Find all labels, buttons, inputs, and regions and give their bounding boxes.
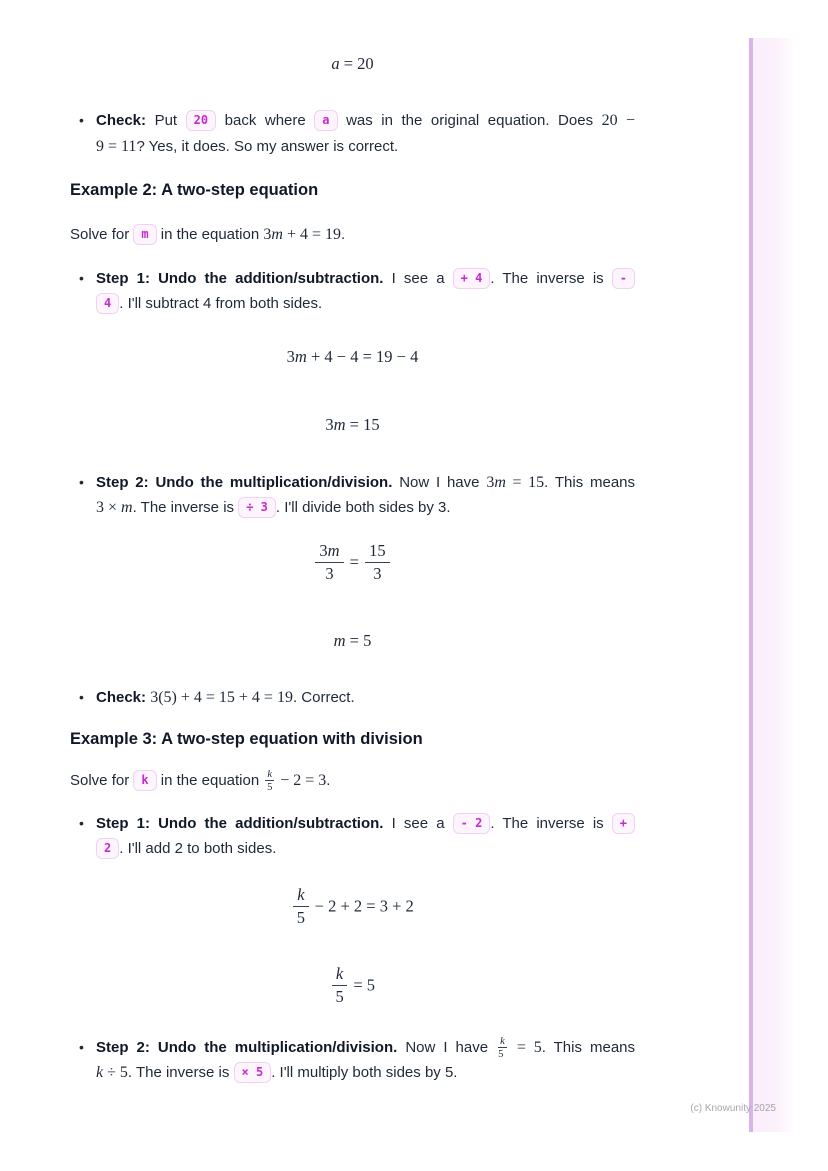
- text-segment: . This means: [541, 1038, 636, 1056]
- text-segment: . This means: [544, 473, 636, 491]
- text-segment: .: [340, 226, 346, 243]
- text-segment: .: [326, 772, 331, 789]
- inline-code-badge: - 2: [453, 813, 491, 834]
- fraction-numerator: k: [293, 885, 308, 907]
- inline-code-badge: a: [314, 110, 337, 131]
- page-accent-line: [749, 38, 753, 1132]
- math-text: 3: [486, 473, 495, 491]
- step-label: Step 2: Undo the multiplication/division.: [96, 1038, 398, 1056]
- bullet-line: [96, 811, 635, 837]
- inline-code-badge: +: [612, 813, 635, 834]
- page-accent-band: [753, 38, 792, 1132]
- text-segment: . The inverse is: [127, 1064, 230, 1081]
- inline-code-badge: m: [133, 224, 156, 245]
- bullet-line: [96, 134, 635, 160]
- fraction-inline: [496, 1036, 509, 1060]
- text-segment: back where: [224, 112, 306, 129]
- math-variable: m: [333, 630, 346, 650]
- text-segment: Put: [154, 112, 178, 129]
- math-inline: [263, 226, 341, 243]
- text-segment: in the equation: [160, 226, 260, 243]
- watermark: (c) Knowunity 2025: [690, 1103, 776, 1114]
- text-segment: . I'll multiply both sides by 5.: [271, 1064, 458, 1081]
- check-label: Check:: [96, 688, 147, 706]
- bullet-line: [96, 108, 635, 134]
- math-text: = 20: [339, 54, 374, 73]
- text-segment: was in the original equation. Does: [346, 112, 594, 129]
- text-segment: . The inverse is: [490, 269, 604, 287]
- math-variable: m: [333, 414, 346, 434]
- bullet-line: [96, 685, 635, 711]
- text-segment: . Correct.: [292, 688, 355, 706]
- math-variable: k: [96, 1064, 104, 1081]
- math-text: − 2 + 2 = 3 + 2: [314, 896, 414, 915]
- fraction-numerator: 15: [365, 541, 390, 563]
- text-segment: . The inverse is: [490, 814, 604, 832]
- fraction-denominator: 5: [498, 1048, 504, 1060]
- bullet-content: [96, 1035, 635, 1086]
- math-text: 3: [286, 346, 295, 366]
- math-text: ÷ 5: [103, 1064, 128, 1081]
- math-inline: 3(5) + 4 = 15 + 4 = 19: [150, 688, 293, 706]
- text-segment: . I'll add 2 to both sides.: [119, 840, 277, 857]
- math-text: = 15: [345, 414, 380, 434]
- math-text: =: [349, 552, 359, 571]
- bullet-content: [96, 108, 635, 159]
- paragraph-solve-3: [70, 768, 635, 794]
- bullet-line: [96, 495, 635, 521]
- fraction: [313, 541, 345, 584]
- bullet-line: [96, 470, 635, 496]
- math-text: + 4 − 4 = 19 − 4: [306, 346, 419, 366]
- bullet-line: [96, 1035, 635, 1061]
- bullet-line: [96, 1060, 635, 1086]
- bullet-line: [96, 291, 635, 317]
- math-inline: 9 = 11: [96, 137, 137, 155]
- bullet-line: [96, 836, 635, 862]
- fraction-denominator: 3: [373, 563, 382, 583]
- inline-code-badge: -: [612, 268, 635, 289]
- fraction-numerator: k: [267, 769, 273, 781]
- bullet-dot: •: [79, 814, 84, 831]
- fraction-inline: [263, 769, 276, 793]
- math-variable: m: [121, 499, 133, 516]
- bullet-step2-example3: [70, 1035, 635, 1086]
- fraction-numerator: [315, 541, 343, 563]
- math-inline: [486, 474, 544, 491]
- bullet-check-2: [70, 685, 635, 711]
- text-segment: Solve for: [70, 226, 130, 243]
- text-segment: Now I have: [399, 473, 480, 491]
- text-segment: in the equation: [160, 772, 260, 789]
- fraction-denominator: 5: [267, 782, 273, 794]
- math-variable: m: [271, 226, 283, 243]
- fraction: [363, 541, 392, 584]
- display-math-eq1: [70, 346, 635, 368]
- paragraph-solve-2: [70, 222, 635, 248]
- display-math-m5: [70, 630, 635, 652]
- math-inline: [96, 499, 133, 516]
- fraction-denominator: 3: [325, 563, 334, 583]
- math-inline: 20 −: [601, 112, 636, 129]
- inline-code-badge: k: [133, 770, 156, 791]
- inline-code-badge: + 4: [453, 268, 491, 289]
- bullet-dot: •: [79, 1038, 84, 1055]
- bullet-step1-example3: [70, 811, 635, 862]
- math-text: = 5: [345, 630, 372, 650]
- bullet-dot: •: [79, 112, 84, 128]
- fraction-denominator: 5: [335, 986, 344, 1006]
- bullet-content: [96, 266, 635, 317]
- bullet-step1-example2: [70, 266, 635, 317]
- bullet-content: [96, 685, 635, 711]
- document-body: [70, 0, 635, 1086]
- math-inline: [96, 1064, 128, 1081]
- fraction: [330, 964, 349, 1007]
- fraction-numerator: k: [332, 964, 347, 986]
- text-segment: I see a: [391, 269, 445, 287]
- math-variable: m: [327, 540, 340, 560]
- display-math-eq2: [70, 414, 635, 436]
- inline-code-badge: 4: [96, 293, 119, 314]
- text-segment: ? Yes, it does. So my answer is correct.: [136, 137, 399, 155]
- check-label: Check:: [96, 112, 147, 129]
- text-segment: . I'll divide both sides by 3.: [275, 499, 451, 516]
- display-math-a-equals-20: [70, 53, 635, 75]
- heading-example-2: Example 2: A two-step equation: [70, 181, 319, 199]
- inline-code-badge: × 5: [234, 1062, 272, 1083]
- bullet-dot: •: [79, 269, 84, 286]
- math-text: 3: [319, 540, 328, 560]
- text-segment: . I'll subtract 4 from both sides.: [119, 295, 323, 312]
- heading-example-3: Example 3: A two-step equation with division: [70, 730, 423, 748]
- bullet-line: [96, 266, 635, 292]
- math-variable: m: [294, 346, 307, 366]
- bullet-step2-example2: [70, 470, 635, 521]
- step-label: Step 2: Undo the multiplication/division.: [96, 473, 393, 491]
- fraction-denominator: 5: [296, 907, 305, 927]
- bullet-dot: •: [79, 688, 84, 705]
- math-inline: − 2 = 3: [280, 772, 327, 789]
- text-segment: I see a: [391, 814, 445, 832]
- inline-code-badge: 20: [186, 110, 216, 131]
- math-text: 3: [325, 414, 334, 434]
- text-segment: Now I have: [405, 1038, 489, 1056]
- display-math-k-eq1: [70, 885, 635, 928]
- math-text: + 4 = 19: [282, 226, 341, 243]
- math-text: = 5: [353, 975, 376, 994]
- fraction: [291, 885, 310, 928]
- display-math-fraction-eq: [70, 541, 635, 584]
- text-segment: Solve for: [70, 772, 130, 789]
- bullet-content: [96, 811, 635, 862]
- display-math-k-eq2: [70, 964, 635, 1007]
- math-variable: a: [331, 54, 340, 73]
- math-text: 3 ×: [96, 499, 122, 516]
- bullet-check-1: [70, 108, 635, 159]
- step-label: Step 1: Undo the addition/subtraction.: [96, 269, 384, 287]
- inline-code-badge: 2: [96, 838, 119, 859]
- math-text: 3: [263, 226, 272, 243]
- math-variable: m: [494, 473, 506, 491]
- fraction-numerator: k: [500, 1035, 505, 1047]
- bullet-dot: •: [79, 473, 84, 490]
- bullet-content: [96, 470, 635, 521]
- inline-code-badge: ÷ 3: [238, 497, 276, 518]
- math-inline: = 5: [516, 1038, 542, 1056]
- math-text: = 15: [505, 473, 545, 491]
- text-segment: . The inverse is: [132, 499, 235, 516]
- step-label: Step 1: Undo the addition/subtraction.: [96, 814, 384, 832]
